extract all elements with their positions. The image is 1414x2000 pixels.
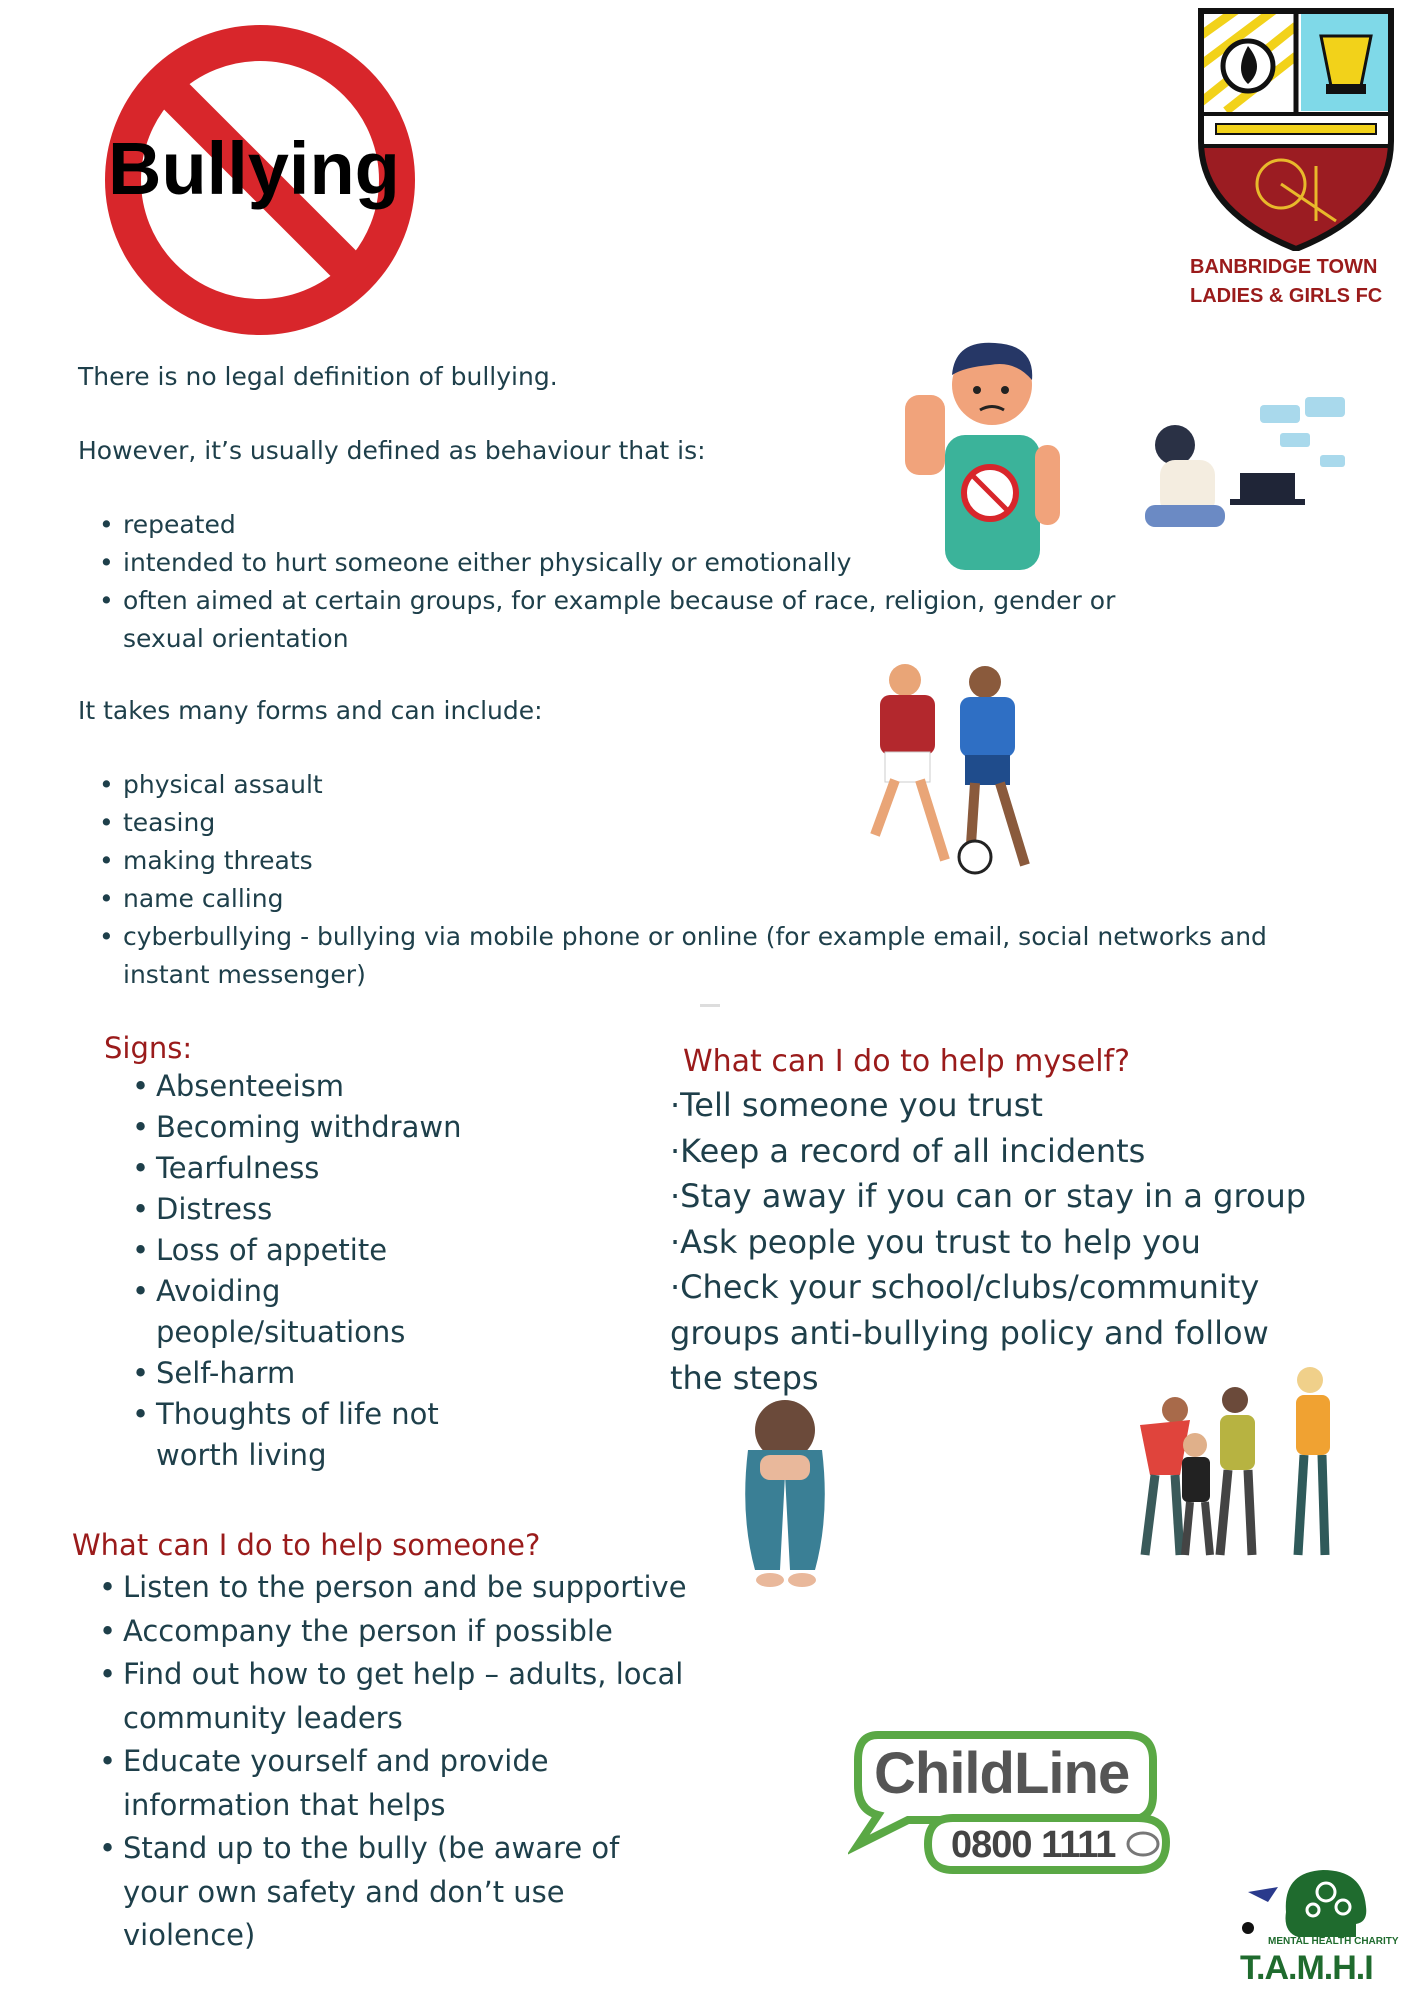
list-item: • repeated bbox=[123, 506, 1343, 544]
signs-heading: Signs: bbox=[104, 1031, 193, 1065]
cyberbullying-illustration bbox=[1130, 395, 1350, 565]
list-item: ·Check your school/clubs/community groups anti-bullying policy and follow the steps bbox=[670, 1268, 1269, 1397]
forms-list bbox=[89, 766, 1383, 994]
group-bullying-illustration bbox=[1120, 1365, 1360, 1565]
list-item: ·Keep a record of all incidents bbox=[670, 1131, 1146, 1170]
intro-line-1: There is no legal definition of bullying. bbox=[78, 362, 558, 391]
list-item: • Loss of appetite bbox=[156, 1230, 496, 1271]
decorative-dot bbox=[700, 1004, 720, 1007]
help-myself-list bbox=[668, 1083, 1328, 1402]
sad-person-illustration bbox=[730, 1395, 840, 1590]
group-bullying-icon bbox=[1120, 1365, 1360, 1565]
list-item: • Tearfulness bbox=[156, 1148, 496, 1189]
club-name-line2: LADIES & GIRLS FC bbox=[1190, 285, 1383, 307]
childline-name: ChildLine bbox=[874, 1741, 1130, 1806]
tamhi-logo bbox=[1238, 1862, 1399, 1992]
list-item: ·Tell someone you trust bbox=[670, 1086, 1043, 1124]
list-item: • teasing bbox=[123, 804, 1383, 842]
signs-list bbox=[122, 1066, 496, 1476]
childline-number: 0800 1111 bbox=[951, 1824, 1116, 1866]
help-someone-list bbox=[89, 1566, 763, 1958]
list-item: • Find out how to get help – adults, local community leaders bbox=[123, 1653, 763, 1740]
tamhi-name: T.A.M.H.I bbox=[1240, 1949, 1373, 1987]
club-name bbox=[1190, 253, 1408, 311]
list-item: ·Ask people you trust to help you bbox=[670, 1222, 1201, 1261]
list-item: • Avoiding people/situations bbox=[156, 1271, 496, 1353]
stop-bullying-boy-illustration bbox=[895, 335, 1075, 570]
football-players-illustration bbox=[835, 660, 1065, 890]
tamhi-caption: MENTAL HEALTH CHARITY bbox=[1268, 1936, 1399, 1947]
childline-logo bbox=[848, 1730, 1188, 1880]
footballers-icon bbox=[835, 660, 1065, 890]
club-name-line1: BANBRIDGE TOWN bbox=[1190, 256, 1378, 278]
list-item: • Thoughts of life not worth living bbox=[156, 1394, 496, 1476]
list-item: • intended to hurt someone either physically or emotionally bbox=[123, 544, 1343, 582]
list-item: • physical assault bbox=[123, 766, 1383, 804]
shield-icon bbox=[1196, 6, 1396, 251]
list-item: • name calling bbox=[123, 880, 1383, 918]
list-item: • Becoming withdrawn bbox=[156, 1107, 496, 1148]
intro-line-3: It takes many forms and can include: bbox=[78, 696, 543, 725]
page-title: Bullying bbox=[108, 127, 400, 210]
list-item: ·Stay away if you can or stay in a group bbox=[670, 1177, 1307, 1215]
list-item: • Accompany the person if possible bbox=[123, 1610, 763, 1654]
list-item: • making threats bbox=[123, 842, 1383, 880]
list-item: • Listen to the person and be supportive bbox=[123, 1566, 763, 1610]
intro-line-2: However, it’s usually defined as behaviour that is: bbox=[78, 436, 706, 465]
list-item: • Stand up to the bully (be aware of your own safety and don’t use violence) bbox=[123, 1827, 683, 1958]
sad-teen-laptop-icon bbox=[1130, 395, 1350, 565]
list-item: • Distress bbox=[156, 1189, 496, 1230]
help-myself-heading: What can I do to help myself? bbox=[683, 1044, 1131, 1079]
list-item: • often aimed at certain groups, for example because of race, religion, gender or sexual orientation bbox=[123, 582, 1123, 658]
boy-stop-hand-icon bbox=[895, 335, 1075, 570]
list-item: • Self-harm bbox=[156, 1353, 496, 1394]
head-gears-icon bbox=[1238, 1862, 1378, 1942]
help-someone-heading: What can I do to help someone? bbox=[72, 1528, 541, 1562]
sitting-person-icon bbox=[730, 1395, 840, 1590]
list-item: • cyberbullying - bullying via mobile phone or online (for example email, social networks and instant messenger) bbox=[123, 918, 1333, 994]
list-item: • Absenteeism bbox=[156, 1066, 496, 1107]
list-item: • Educate yourself and provide information that helps bbox=[123, 1740, 593, 1827]
club-crest bbox=[1196, 6, 1396, 251]
